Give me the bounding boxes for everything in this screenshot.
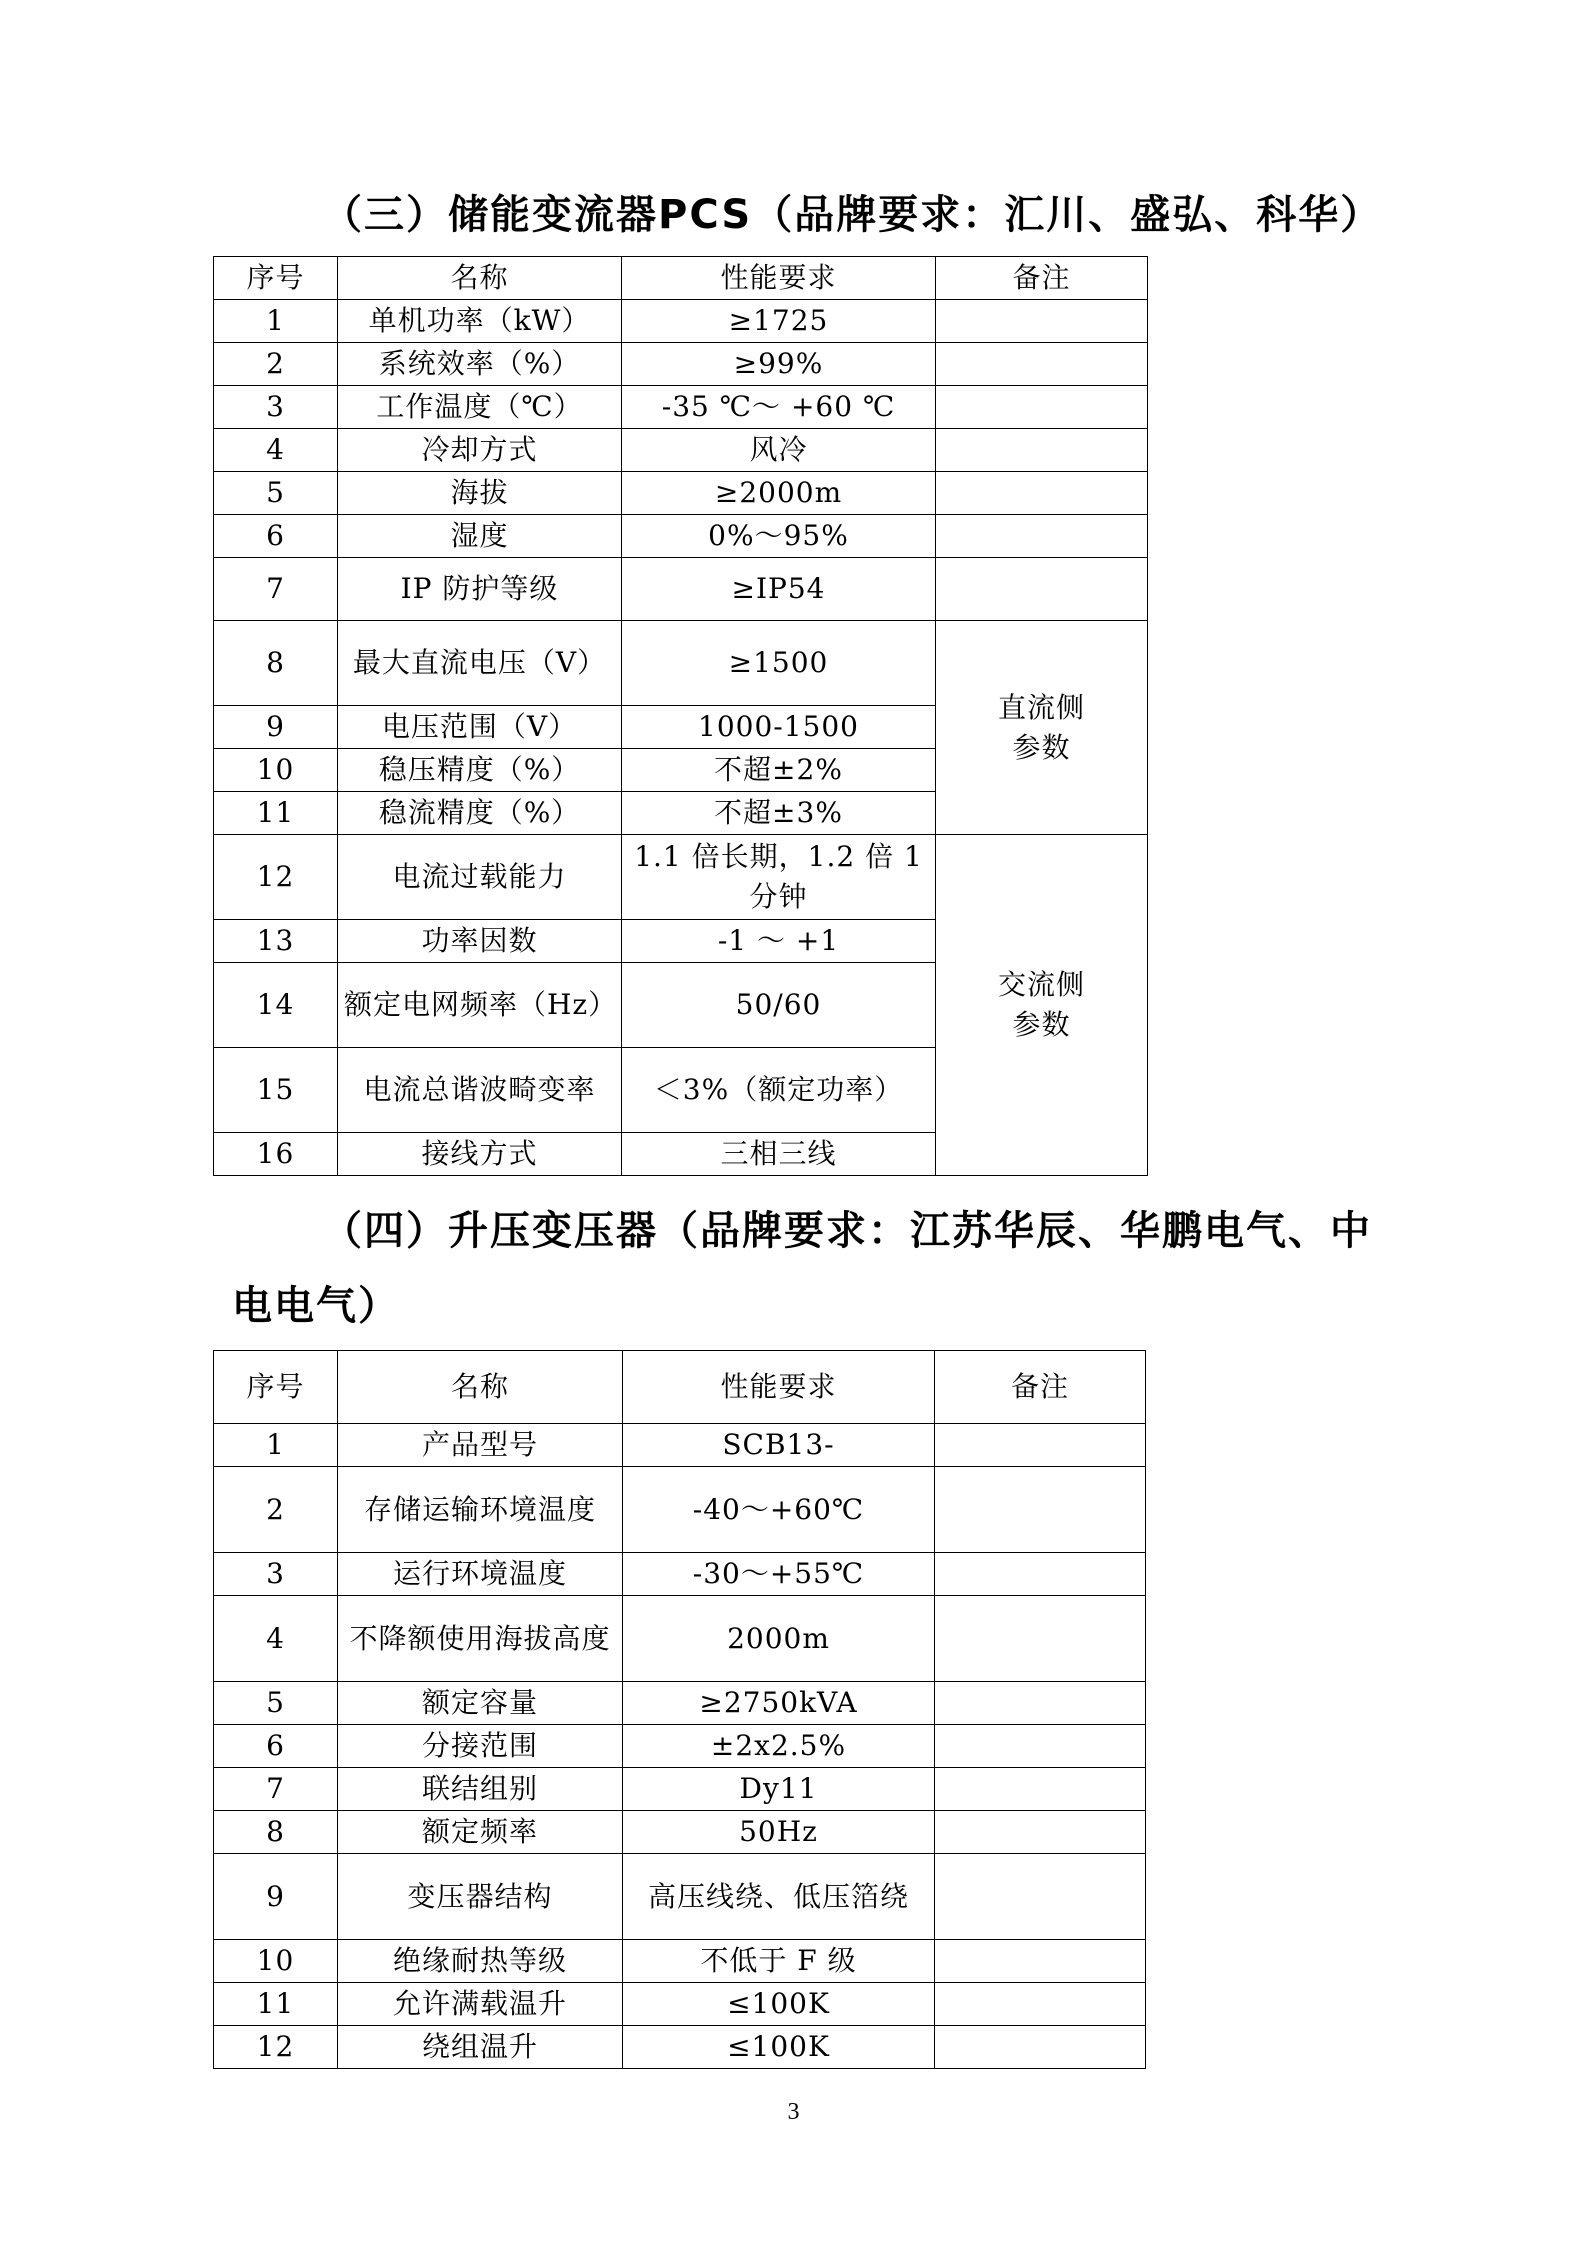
section-title-pcs: （三）储能变流器PCS（品牌要求：汇川、盛弘、科华） [322, 192, 1383, 238]
row-name: 电压范围（V） [338, 706, 622, 749]
row-name: 湿度 [338, 515, 622, 558]
row-remark [935, 1983, 1146, 2026]
row-number: 6 [214, 515, 338, 558]
row-number: 2 [214, 1467, 338, 1553]
row-number: 10 [214, 1940, 338, 1983]
table-header-row [214, 257, 1148, 300]
row-number: 9 [214, 1854, 338, 1940]
row-number: 4 [214, 429, 338, 472]
row-requirement: 不低于 F 级 [623, 1940, 935, 1983]
row-remark [936, 429, 1148, 472]
table-row [214, 1596, 1146, 1682]
row-requirement: 1.1 倍长期，1.2 倍 1 分钟 [622, 835, 936, 920]
row-requirement: ＜3%（额定功率） [622, 1048, 936, 1133]
table-row [214, 300, 1148, 343]
row-name: 稳压精度（%） [338, 749, 622, 792]
row-name: 绝缘耐热等级 [338, 1940, 623, 1983]
row-requirement: -35 ℃～ +60 ℃ [622, 386, 936, 429]
row-name: 存储运输环境温度 [338, 1467, 623, 1553]
header-cell-requirement: 性能要求 [622, 257, 936, 300]
row-number: 11 [214, 1983, 338, 2026]
row-number: 5 [214, 1682, 338, 1725]
row-remark [935, 1811, 1146, 1854]
row-name: 运行环境温度 [338, 1553, 623, 1596]
header-cell-name: 名称 [338, 1351, 623, 1424]
row-requirement: ≥1500 [622, 621, 936, 706]
row-number: 6 [214, 1725, 338, 1768]
section-title-transformer: （四）升压变压器（品牌要求：江苏华辰、华鹏电气、中 [322, 1208, 1372, 1254]
row-requirement: ≥1725 [622, 300, 936, 343]
row-name: 额定频率 [338, 1811, 623, 1854]
row-name: 允许满载温升 [338, 1983, 623, 2026]
row-remark [936, 386, 1148, 429]
row-requirement: -40～+60℃ [623, 1467, 935, 1553]
row-remark [935, 2026, 1146, 2069]
row-name: 电流过载能力 [338, 835, 622, 920]
row-number: 9 [214, 706, 338, 749]
row-name: 分接范围 [338, 1725, 623, 1768]
row-number: 13 [214, 920, 338, 963]
row-number: 1 [214, 300, 338, 343]
row-remark [935, 1424, 1146, 1467]
row-remark [935, 1940, 1146, 1983]
row-number: 8 [214, 621, 338, 706]
row-number: 5 [214, 472, 338, 515]
row-name: 额定电网频率（Hz） [338, 963, 622, 1048]
row-requirement: 不超±3% [622, 792, 936, 835]
row-name: 接线方式 [338, 1133, 622, 1176]
table-row [214, 1940, 1146, 1983]
row-number: 7 [214, 558, 338, 621]
header-cell-requirement: 性能要求 [623, 1351, 935, 1424]
row-number: 8 [214, 1811, 338, 1854]
row-requirement: 三相三线 [622, 1133, 936, 1176]
row-name: 不降额使用海拔高度 [338, 1596, 623, 1682]
row-name: 功率因数 [338, 920, 622, 963]
row-number: 12 [214, 835, 338, 920]
table-row [214, 1811, 1146, 1854]
row-name: 联结组别 [338, 1768, 623, 1811]
table-row [214, 1768, 1146, 1811]
row-number: 2 [214, 343, 338, 386]
table-row [214, 1983, 1146, 2026]
table-row [214, 1424, 1146, 1467]
header-cell-no: 序号 [214, 257, 338, 300]
table-row [214, 1682, 1146, 1725]
row-name: 电流总谐波畸变率 [338, 1048, 622, 1133]
row-number: 7 [214, 1768, 338, 1811]
table-row [214, 1553, 1146, 1596]
row-name: 最大直流电压（V） [338, 621, 622, 706]
header-cell-remark: 备注 [935, 1351, 1146, 1424]
row-name: 变压器结构 [338, 1854, 623, 1940]
table-row [214, 2026, 1146, 2069]
table-row [214, 343, 1148, 386]
row-requirement: ≥2000m [622, 472, 936, 515]
row-number: 16 [214, 1133, 338, 1176]
row-requirement: 50/60 [622, 963, 936, 1048]
row-requirement: 50Hz [623, 1811, 935, 1854]
row-remark [935, 1467, 1146, 1553]
row-requirement: ≤100K [623, 1983, 935, 2026]
row-requirement: ≥99% [622, 343, 936, 386]
row-requirement: -30～+55℃ [623, 1553, 935, 1596]
table-row [214, 472, 1148, 515]
row-name: 冷却方式 [338, 429, 622, 472]
row-requirement: 不超±2% [622, 749, 936, 792]
row-requirement: 1000-1500 [622, 706, 936, 749]
table-row [214, 1467, 1146, 1553]
remark-ac-parameters: 交流侧参数 [936, 835, 1148, 1176]
row-number: 1 [214, 1424, 338, 1467]
row-number: 3 [214, 386, 338, 429]
row-remark [936, 515, 1148, 558]
table-row [214, 515, 1148, 558]
table-row [214, 621, 1148, 706]
row-number: 14 [214, 963, 338, 1048]
row-requirement: 风冷 [622, 429, 936, 472]
row-remark [936, 558, 1148, 621]
header-cell-name: 名称 [338, 257, 622, 300]
row-requirement: ≥2750kVA [623, 1682, 935, 1725]
row-name: 系统效率（%） [338, 343, 622, 386]
row-number: 3 [214, 1553, 338, 1596]
pcs-spec-table [213, 256, 1148, 1176]
row-requirement: ≤100K [623, 2026, 935, 2069]
row-remark [935, 1682, 1146, 1725]
row-number: 11 [214, 792, 338, 835]
row-remark [936, 472, 1148, 515]
row-requirement: SCB13- [623, 1424, 935, 1467]
row-requirement: 2000m [623, 1596, 935, 1682]
row-remark [935, 1725, 1146, 1768]
row-remark [935, 1768, 1146, 1811]
row-name: 稳流精度（%） [338, 792, 622, 835]
row-name: 额定容量 [338, 1682, 623, 1725]
row-remark [935, 1553, 1146, 1596]
table-row [214, 386, 1148, 429]
table-row [214, 429, 1148, 472]
row-name: 单机功率（kW） [338, 300, 622, 343]
table-header-row [214, 1351, 1146, 1424]
row-name: 产品型号 [338, 1424, 623, 1467]
table-row [214, 558, 1148, 621]
row-number: 10 [214, 749, 338, 792]
row-requirement: ≥IP54 [622, 558, 936, 621]
row-number: 15 [214, 1048, 338, 1133]
row-remark [936, 300, 1148, 343]
table-row [214, 1725, 1146, 1768]
row-number: 4 [214, 1596, 338, 1682]
transformer-spec-table [213, 1350, 1146, 2069]
row-requirement: Dy11 [623, 1768, 935, 1811]
row-name: 绕组温升 [338, 2026, 623, 2069]
page-number: 3 [787, 2099, 800, 2125]
remark-dc-parameters: 直流侧参数 [936, 621, 1148, 835]
row-name: 海拔 [338, 472, 622, 515]
row-remark [935, 1854, 1146, 1940]
row-requirement: -1 ～ +1 [622, 920, 936, 963]
row-requirement: 高压线绕、低压箔绕 [623, 1854, 935, 1940]
row-remark [936, 343, 1148, 386]
section-title-transformer-continued: 电电气） [232, 1283, 400, 1329]
header-cell-no: 序号 [214, 1351, 338, 1424]
row-requirement: ±2x2.5% [623, 1725, 935, 1768]
row-requirement: 0%～95% [622, 515, 936, 558]
table-row [214, 1854, 1146, 1940]
row-name: 工作温度（℃） [338, 386, 622, 429]
row-remark [935, 1596, 1146, 1682]
header-cell-remark: 备注 [936, 257, 1148, 300]
row-number: 12 [214, 2026, 338, 2069]
table-row [214, 835, 1148, 920]
row-name: IP 防护等级 [338, 558, 622, 621]
